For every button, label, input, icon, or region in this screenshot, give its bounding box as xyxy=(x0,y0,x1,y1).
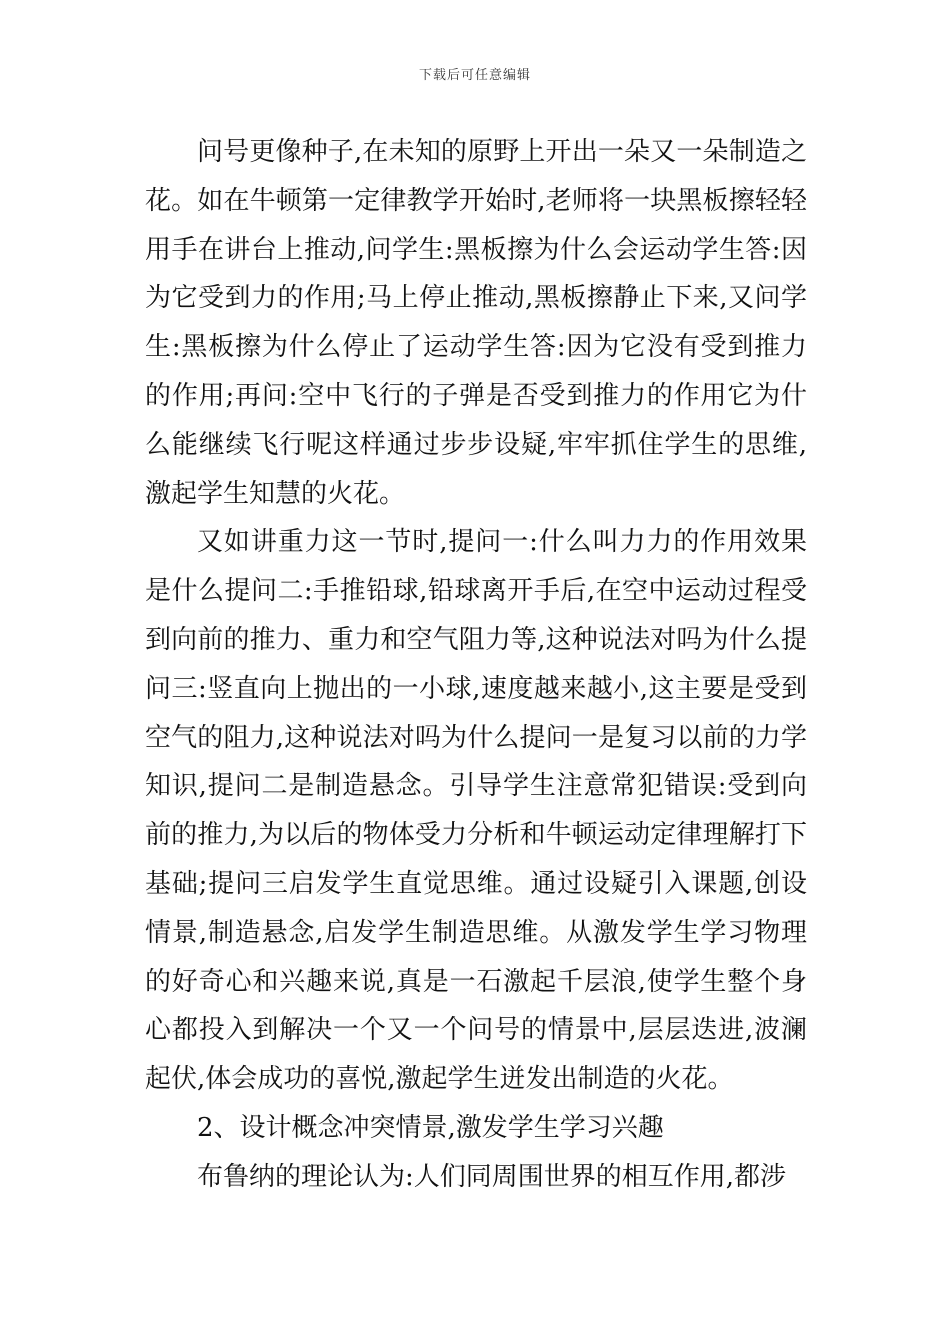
document-body xyxy=(145,128,807,1202)
paragraph-2: 又如讲重力这一节时,提问一:什么叫力力的作用效果是什么提问二:手推铅球,铅球离开手后,在空中运动过程受到向前的推力、重力和空气阻力等,这种说法对吗为什么提问三:竖直向上抛出的一小球,速度越来越小,这主要是受到空气的阻力,这种说法对吗为什么提问一是复习以前的力学知识,提问二是制造悬念。引导学生注意常犯错误:受到向前的推力,为以后的物体受力分析和牛顿运动定律理解打下基础;提问三启发学生直觉思维。通过设疑引入课题,创设情景,制造悬念,启发学生制造思维。从激发学生学习物理的好奇心和兴趣来说,真是一石激起千层浪,使学生整个身心都投入到解决一个又一个问号的情景中,层层迭进,波澜起伏,体会成功的喜悦,激起学生迸发出制造的火花。 xyxy=(145,527,807,1095)
paragraph-3: 布鲁纳的理论认为:人们同周围世界的相互作用,都涉 xyxy=(197,1161,787,1192)
page-header: 下载后可任意编辑 xyxy=(418,68,531,83)
section-heading: 2、设计概念冲突情景,激发学生学习兴趣 xyxy=(197,1112,664,1143)
paragraph-1: 问号更像种子,在未知的原野上开出一朵又一朵制造之花。如在牛顿第一定律教学开始时,老师将一块黑板擦轻轻用手在讲台上推动,问学生:黑板擦为什么会运动学生答:因为它受到力的作用;马上停止推动,黑板擦静止下来,又问学生:黑板擦为什么停止了运动学生答:因为它没有受到推力的作用;再问:空中飞行的子弹是否受到推力的作用它为什么能继续飞行呢这样通过步步设疑,牢牢抓住学生的思维,激起学生知慧的火花。 xyxy=(145,137,807,509)
